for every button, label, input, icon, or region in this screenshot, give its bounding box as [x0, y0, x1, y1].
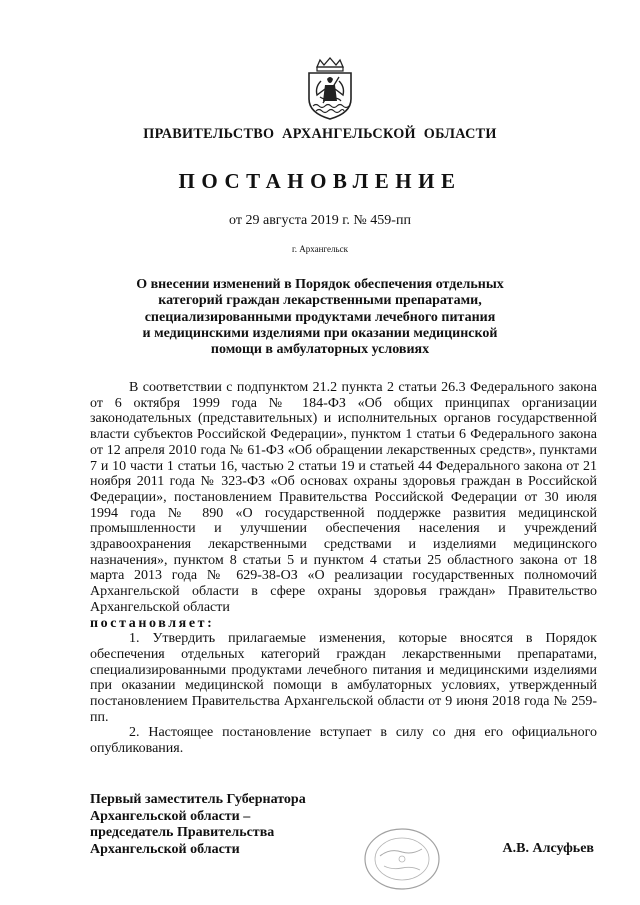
document-date: от 29 августа 2019 г. № 459-пп: [229, 213, 411, 228]
title-line: помощи в амбулаторных условиях: [210, 342, 430, 358]
position-line: Архангельской области: [90, 841, 240, 857]
government-name: ПРАВИТЕЛЬСТВО АРХАНГЕЛЬСКОЙ ОБЛАСТИ: [143, 126, 497, 142]
preamble-paragraph: В соответствии с подпунктом 21.2 пункта 2 статьи 26.3 Федерального закона от 6 октября 1999 года № 184-ФЗ «Об общих принципах организации законодательных (представительных) и исполнительных органов государственной власти субъектов Российской Федерации», пунктом 1 статьи 6 Федерального закона от 12 апреля 2010 года № 61-ФЗ «Об обращении лекарственных средств», пунктами 7 и 10 части 1 статьи 16, частью 2 статьи 19 и статьей 44 Федерального закона от 21 ноября 2011 года № 323-ФЗ «Об основах охраны здоровья граждан в Российской Федерации», постановлением Правительства Российской Федерации от 30 июля 1994 года № 890 «О государственной поддержке развития медицинской промышленности и улучшении обеспечения населения и учреждений здравоохранения лекарственными средствами и изделиями медицинского назначения», пунктом 8 статьи 5 и пунктом 4 статьи 25 областного закона от 18 марта 2013 года № 629-38-ОЗ «О реализации государственных полномочий Архангельской области в сфере охраны здоровья граждан» Правительство Архангельской области: [90, 380, 597, 615]
document-title: [110, 277, 530, 358]
title-line: категорий граждан лекарственными препаратами,: [158, 293, 482, 309]
position-line: Первый заместитель Губернатора: [90, 792, 306, 807]
signatory-name: А.В. Алсуфьев: [502, 841, 594, 856]
title-line: специализированными продуктами лечебного питания: [144, 309, 496, 325]
document-body: [90, 380, 597, 757]
coat-of-arms-icon: [303, 57, 357, 121]
item-1-paragraph: 1. Утвердить прилагаемые изменения, которые вносятся в Порядок обеспечения отдельных категорий граждан лекарственными препаратами, специализированными продуктами лечебного питания и медицинскими изделиями при оказании медицинской помощи в амбулаторных условиях, утвержденный постановлением Правительства Архангельской области от 9 июня 2018 года № 259-пп.: [90, 631, 597, 725]
document-type: ПОСТАНОВЛЕНИЕ: [178, 169, 462, 193]
signatory-position: [90, 792, 306, 858]
resolves-word: постановляет:: [90, 615, 215, 631]
official-stamp: [362, 826, 442, 892]
title-line: и медицинскими изделиями при оказании медицинской: [142, 325, 498, 341]
document-city: г. Архангельск: [292, 244, 348, 254]
item-2-paragraph: 2. Настоящее постановление вступает в силу со дня его официального опубликования.: [90, 725, 597, 757]
position-line: Архангельской области –: [90, 808, 251, 824]
title-line: О внесении изменений в Порядок обеспечения отдельных: [136, 277, 504, 292]
position-line: председатель Правительства: [90, 825, 275, 840]
